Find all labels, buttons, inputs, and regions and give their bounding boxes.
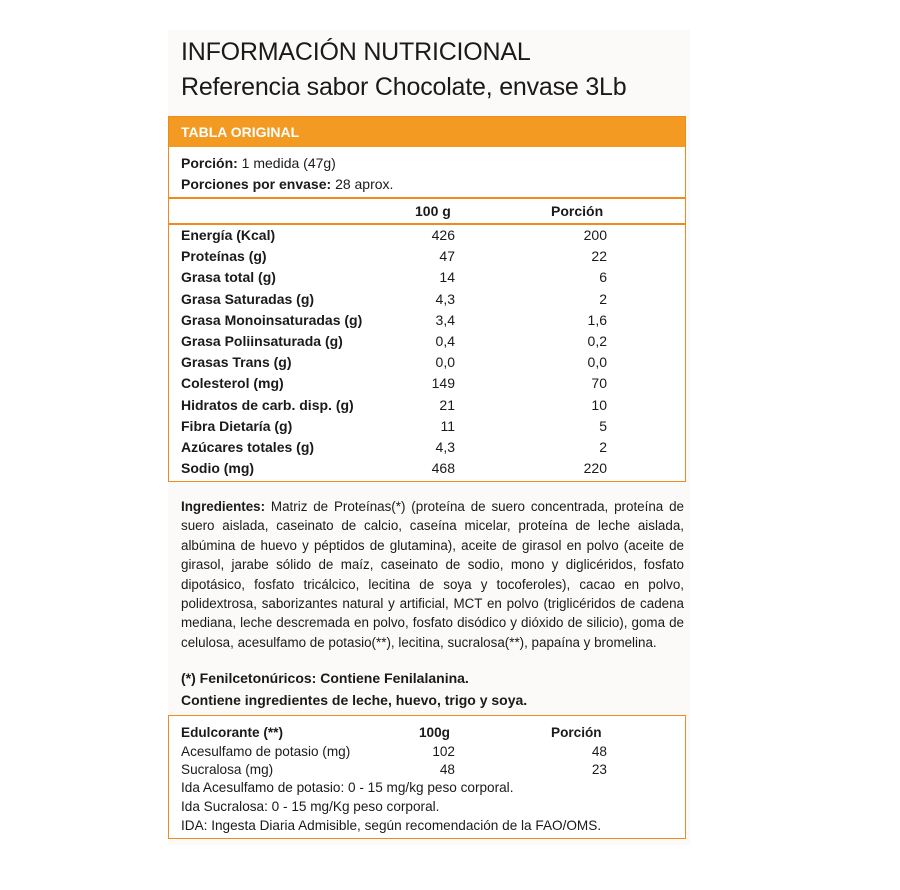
nutrient-value-portion: 6 — [599, 269, 607, 286]
nutrition-table — [168, 116, 686, 482]
nutrient-value-100g: 14 — [439, 269, 455, 286]
sweetener-row-portion: 23 — [591, 762, 607, 777]
nutrient-value-portion: 10 — [591, 396, 607, 413]
nutrient-value-portion: 22 — [591, 248, 607, 265]
page-title: INFORMACIÓN NUTRICIONAL — [181, 38, 531, 66]
nutrient-value-100g: 4,3 — [435, 439, 455, 455]
nutrient-name: Energía (Kcal) — [181, 227, 276, 243]
ingredients-label: Ingredientes: — [181, 499, 266, 514]
servings-label: Porciones por envase: — [181, 176, 332, 192]
ida-acesulfame-note: Ida Acesulfamo de potasio: 0 - 15 mg/kg peso corporal. — [181, 780, 514, 795]
nutrient-name: Fibra Dietaría (g) — [181, 417, 293, 434]
nutrient-value-100g: 4,3 — [435, 290, 455, 307]
nutrient-name: Azúcares totales (g) — [181, 439, 315, 455]
ingredients-text: Matriz de Proteínas(*) (proteína de suero concentrada, proteína de suero aislada, caseinato de calcio, caseína micelar, proteína de leche aislada, albúmina de huevo y péptidos de glutamina), aceite de girasol en polvo (aceite de girasol, jarabe sólido de maíz, caseinato de sodio, mono y diglicéridos, fosfato dipotásico, fosfato tricálcico, lecitina de soya y tocoferoles), cacao en polvo, polidextrosa, saborizantes natural y artificial, MCT en polvo (triglicéridos de cadena mediana, leche descremada en polvo, fosfato disódico y dióxido de silicio), goma de celulosa, acesulfamo de potasio(**), lecitina, sucralosa(**), papaína y bromelina. — [181, 499, 684, 650]
nutrient-name: Grasa Saturadas (g) — [181, 290, 315, 307]
sweetener-row-portion: 48 — [591, 744, 607, 759]
sweetener-table — [168, 715, 686, 839]
nutrient-value-100g: 468 — [431, 460, 455, 477]
nutrient-value-100g: 426 — [431, 227, 455, 243]
nutrient-value-portion: 200 — [583, 227, 607, 243]
nutrient-value-portion: 0,0 — [587, 354, 607, 371]
page-subtitle: Referencia sabor Chocolate, envase 3Lb — [181, 73, 627, 101]
nutrient-value-100g: 21 — [439, 396, 455, 413]
ida-definition-note: IDA: Ingesta Diaria Admisible, según recomendación de la FAO/OMS. — [181, 818, 602, 833]
servings-line — [181, 176, 393, 192]
nutrient-name: Sodio (mg) — [181, 460, 255, 477]
divider — [169, 223, 685, 225]
nutrient-value-100g: 0,0 — [435, 354, 455, 371]
nutrient-value-portion: 1,6 — [587, 311, 607, 328]
nutrient-value-100g: 149 — [431, 375, 455, 392]
sweetener-row-name: Acesulfamo de potasio (mg) — [181, 744, 351, 759]
divider — [169, 197, 685, 199]
servings-value: 28 aprox. — [335, 176, 394, 192]
sweetener-row-100g: 102 — [432, 744, 455, 759]
sweetener-row-name: Sucralosa (mg) — [181, 762, 274, 777]
nutrient-name: Colesterol (mg) — [181, 375, 284, 392]
col-header-portion: Porción — [551, 203, 604, 219]
nutrient-name: Grasas Trans (g) — [181, 354, 292, 371]
nutrient-value-portion: 0,2 — [587, 333, 607, 349]
sweetener-row-100g: 48 — [439, 762, 455, 777]
nutrient-name: Grasa total (g) — [181, 269, 276, 286]
nutrient-value-100g: 47 — [439, 248, 455, 265]
nutrient-name: Grasa Monoinsaturadas (g) — [181, 311, 363, 328]
ingredients-paragraph — [181, 497, 684, 652]
portion-line — [181, 155, 336, 171]
ida-sucralose-note: Ida Sucralosa: 0 - 15 mg/Kg peso corporal. — [181, 799, 440, 814]
nutrient-value-portion: 2 — [599, 290, 607, 307]
table-band-label: TABLA ORIGINAL — [181, 124, 300, 140]
nutrient-name: Grasa Poliinsaturada (g) — [181, 333, 343, 349]
sweetener-col-portion: Porción — [551, 725, 602, 740]
nutrient-value-portion: 2 — [599, 439, 607, 455]
portion-label: Porción: — [181, 155, 238, 171]
nutrient-value-portion: 5 — [599, 417, 607, 434]
portion-value: 1 medida (47g) — [241, 155, 336, 171]
nutrient-value-100g: 0,4 — [435, 333, 455, 349]
sweetener-col-100g: 100g — [419, 725, 450, 740]
nutrient-value-portion: 220 — [583, 460, 607, 477]
phenylketonuric-note: (*) Fenilcetonúricos: Contiene Fenilalanina. — [181, 670, 469, 686]
table-band — [169, 117, 685, 147]
nutrient-value-portion: 70 — [591, 375, 607, 392]
allergen-note: Contiene ingredientes de leche, huevo, trigo y soya. — [181, 692, 528, 708]
nutrient-name: Proteínas (g) — [181, 248, 267, 265]
nutrient-name: Hidratos de carb. disp. (g) — [181, 396, 354, 413]
col-header-100g: 100 g — [415, 203, 451, 219]
nutrient-value-100g: 11 — [440, 417, 455, 434]
nutrient-value-100g: 3,4 — [435, 311, 455, 328]
sweetener-header: Edulcorante (**) — [181, 725, 283, 740]
